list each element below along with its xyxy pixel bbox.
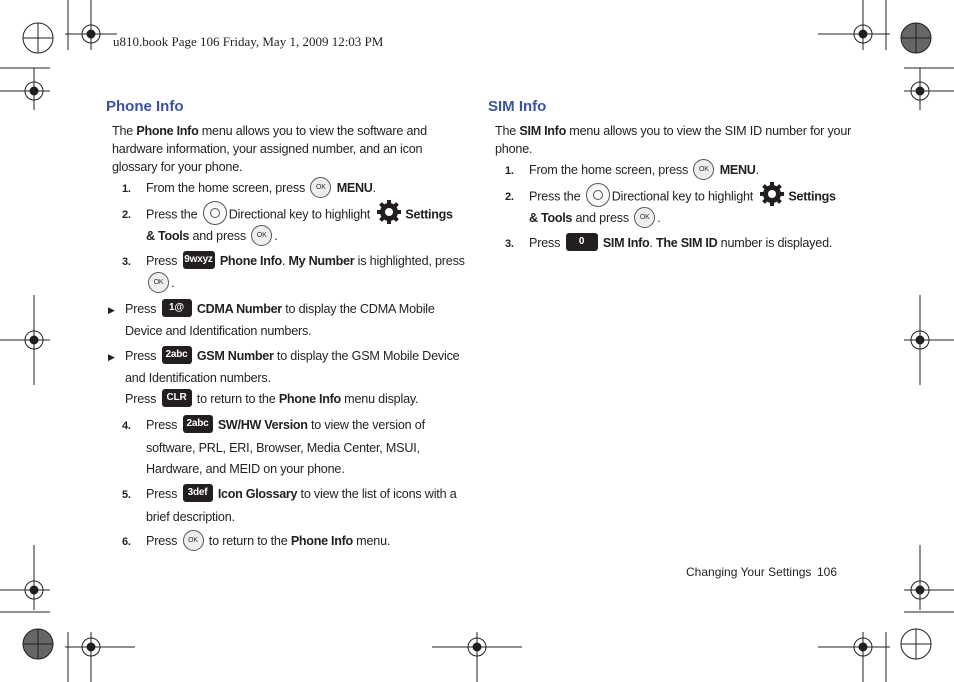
ok-key-icon: OK	[183, 530, 204, 551]
section-title-sim-info: SIM Info	[488, 98, 547, 115]
ok-key-icon: OK	[310, 177, 331, 198]
clr-key-icon: CLR	[162, 389, 192, 407]
phone-info-step-5: 5. Press 3def Icon Glossary to view the list of icons with a brief description.	[122, 485, 462, 504]
phone-info-step-4: 4. Press 2abc SW/HW Version to view the version of software, PRL, ERI, Browser, Media Center, MSUI, Hardware, and MEID on your phone.	[122, 416, 462, 435]
settings-gear-icon	[376, 199, 402, 225]
bullet-gsm: ▶ Press 2abc GSM Number to display the GSM Mobile Device and Identification numbers.	[108, 347, 468, 366]
print-header: u810.book Page 106 Friday, May 1, 2009 12:03 PM	[113, 34, 384, 49]
phone-info-step-6: 6. Press OK to return to the Phone Info menu.	[122, 532, 462, 551]
phone-info-step-1: 1. From the home screen, press OK MENU.	[122, 179, 462, 198]
phone-info-intro: The Phone Info menu allows you to view the software and hardware information, your assigned number, and an icon glossary for your phone.	[112, 124, 427, 174]
phone-info-step-3: 3. Press 9wxyz Phone Info. My Number is highlighted, press OK .	[122, 252, 462, 271]
ok-key-icon: OK	[148, 272, 169, 293]
key-2-icon: 2abc	[162, 346, 192, 364]
sim-info-step-2: 2. Press the Directional key to highlight Settings & Tools and press OK .	[505, 187, 845, 206]
key-1-icon: 1@	[162, 299, 192, 317]
key-3-icon: 3def	[183, 484, 213, 502]
footer-section: Changing Your Settings	[686, 565, 812, 579]
page-number: 106	[817, 565, 838, 579]
key-0-icon: 0	[566, 233, 598, 251]
ok-key-icon: OK	[251, 225, 272, 246]
section-title-phone-info: Phone Info	[106, 98, 184, 115]
phone-info-step-2: 2. Press the Directional key to highlight Settings & Tools and press OK .	[122, 205, 462, 224]
sim-info-intro: The SIM Info menu allows you to view the SIM ID number for your phone.	[495, 124, 852, 156]
ok-key-icon: OK	[693, 159, 714, 180]
directional-key-icon	[203, 201, 227, 225]
bullet-cdma: ▶ Press 1@ CDMA Number to display the CDMA Mobile Device and Identification numbers.	[108, 300, 468, 319]
settings-gear-icon	[759, 181, 785, 207]
sim-info-step-3: 3. Press 0 SIM Info. The SIM ID number is displayed.	[505, 234, 845, 253]
clr-note: Press CLR to return to the Phone Info menu display.	[125, 390, 418, 408]
ok-key-icon: OK	[634, 207, 655, 228]
bullet-arrow-icon: ▶	[108, 305, 115, 315]
key-2-icon: 2abc	[183, 415, 213, 433]
sim-info-step-1: 1. From the home screen, press OK MENU.	[505, 161, 845, 180]
directional-key-icon	[586, 183, 610, 207]
key-9-icon: 9wxyz	[183, 251, 215, 269]
bullet-arrow-icon: ▶	[108, 352, 115, 362]
